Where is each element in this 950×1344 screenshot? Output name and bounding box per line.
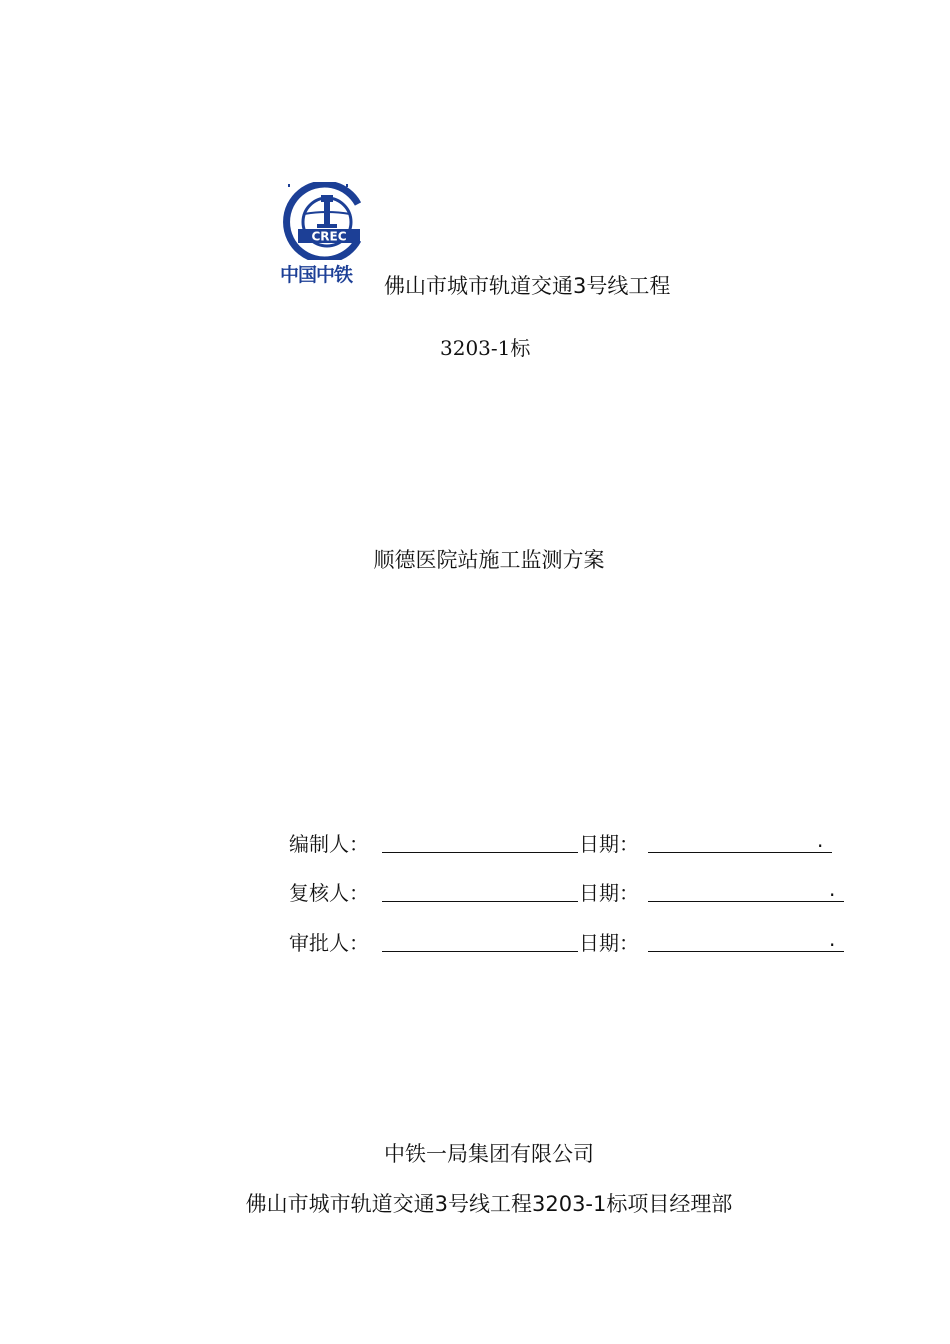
signature-blank — [382, 951, 578, 952]
crec-emblem-icon — [280, 182, 376, 260]
signature-blank — [382, 852, 578, 853]
emblem-text: CREC — [311, 229, 347, 244]
date-label: 日期： — [579, 881, 639, 905]
date-blank — [648, 951, 844, 952]
department-name: 佛山市城市轨道交通3号线工程3203-1标项目经理部 — [245, 1192, 733, 1216]
date-blank — [648, 852, 832, 853]
project-section: 3203-1标 — [440, 336, 531, 360]
signature-row-approver — [289, 927, 849, 957]
date-label: 日期： — [579, 931, 639, 955]
date-dot: . — [829, 877, 836, 901]
signature-row-compiler — [289, 828, 849, 858]
role-label: 审批人： — [289, 931, 369, 955]
date-dot: . — [817, 828, 824, 852]
company-name: 中铁一局集团有限公司 — [384, 1142, 594, 1166]
document-title: 顺德医院站施工监测方案 — [373, 548, 605, 572]
date-blank — [648, 901, 844, 902]
signature-blank — [382, 901, 578, 902]
logo-name: 中国中铁 — [280, 264, 353, 286]
signature-row-reviewer — [289, 877, 849, 907]
role-label: 复核人： — [289, 881, 369, 905]
company-logo — [280, 182, 376, 286]
role-label: 编制人： — [289, 832, 369, 856]
date-dot: . — [829, 927, 836, 951]
project-name: 佛山市城市轨道交通3号线工程 — [384, 274, 671, 298]
date-label: 日期： — [579, 832, 639, 856]
